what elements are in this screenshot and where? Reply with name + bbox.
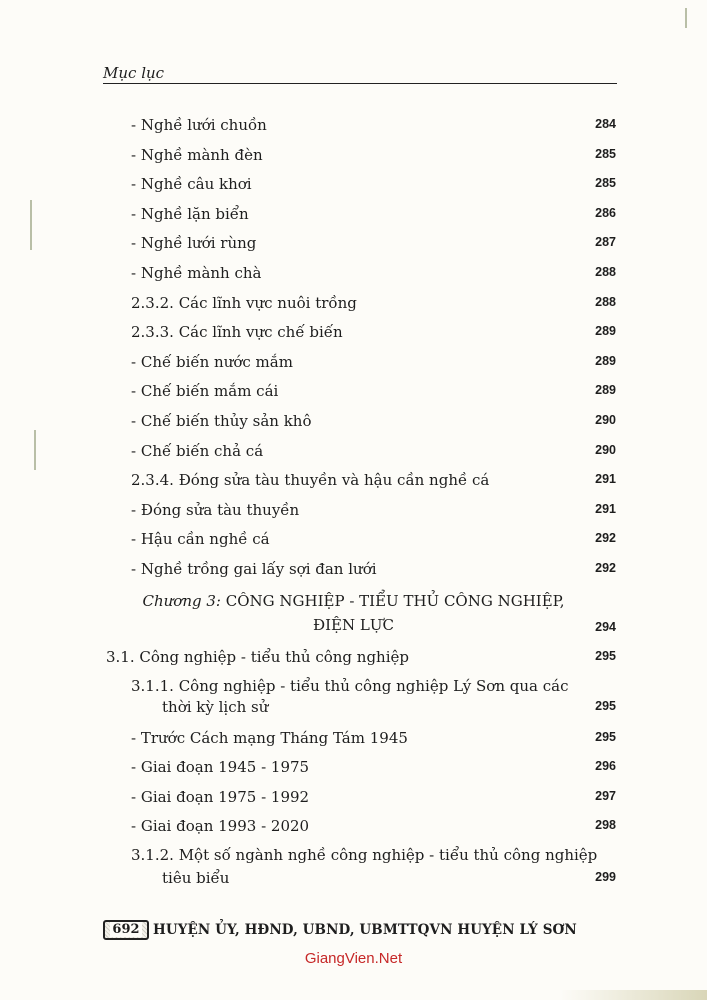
toc-entry-page: 289 bbox=[595, 324, 616, 338]
toc-entry-page: 292 bbox=[595, 531, 616, 545]
toc-entry bbox=[0, 471, 707, 493]
toc-entry-continued bbox=[0, 698, 707, 720]
toc-entry-page: 299 bbox=[595, 870, 616, 884]
toc-entry-title: 2.3.3. Các lĩnh vực chế biến bbox=[131, 323, 343, 341]
toc-entry-title: - Chế biến mắm cái bbox=[131, 382, 279, 400]
toc-entry-page: 295 bbox=[595, 649, 616, 663]
toc-entry bbox=[0, 758, 707, 780]
toc-entry bbox=[0, 729, 707, 751]
toc-entry-title: - Giai đoạn 1993 - 2020 bbox=[131, 817, 310, 835]
toc-entry-page: 288 bbox=[595, 265, 616, 279]
toc-entry-title: - Nghề mành đèn bbox=[131, 146, 263, 164]
toc-entry-title: - Chế biến thủy sản khô bbox=[131, 412, 312, 430]
toc-entry-page: 287 bbox=[595, 235, 616, 249]
toc-entry bbox=[0, 501, 707, 523]
toc-entry-title: 2.3.2. Các lĩnh vực nuôi trồng bbox=[131, 294, 357, 312]
toc-entry-page: 285 bbox=[595, 176, 616, 190]
toc-entry-page: 284 bbox=[595, 117, 616, 131]
toc-entry bbox=[0, 788, 707, 810]
toc-entry-title: 2.3.4. Đóng sửa tàu thuyền và hậu cần nghề cá bbox=[131, 471, 490, 489]
toc-entry-title: - Nghề trồng gai lấy sợi đan lưới bbox=[131, 560, 377, 578]
chapter-title-line1: CÔNG NGHIỆP - TIỂU THỦ CÔNG NGHIỆP, bbox=[225, 592, 565, 610]
toc-entry-title: - Chế biến nước mắm bbox=[131, 353, 293, 371]
toc-entry bbox=[0, 442, 707, 464]
toc-entry bbox=[0, 323, 707, 345]
chapter-label: Chương 3: bbox=[142, 592, 221, 610]
toc-entry bbox=[0, 817, 707, 839]
toc-entry-title: - Nghề lưới chuồn bbox=[131, 116, 267, 134]
toc-entry-title-line2: tiêu biểu bbox=[162, 869, 230, 887]
toc-entry bbox=[0, 382, 707, 404]
toc-entry bbox=[0, 530, 707, 552]
toc-entry-title: - Hậu cần nghề cá bbox=[131, 530, 270, 548]
toc-entry-page: 286 bbox=[595, 206, 616, 220]
toc-entry-page: 296 bbox=[595, 759, 616, 773]
toc-entry-title: - Nghề câu khơi bbox=[131, 175, 252, 193]
header-rule bbox=[103, 83, 617, 84]
toc-entry bbox=[0, 846, 707, 868]
toc-entry bbox=[0, 234, 707, 256]
toc-entry-page: 298 bbox=[595, 818, 616, 832]
toc-entry-title: - Đóng sửa tàu thuyền bbox=[131, 501, 300, 519]
page-number: 692 bbox=[112, 922, 140, 937]
toc-entry-page: 297 bbox=[595, 789, 616, 803]
toc-entry-page: 292 bbox=[595, 561, 616, 575]
toc-entry-page: 285 bbox=[595, 147, 616, 161]
toc-entry-title: - Nghề lưới rùng bbox=[131, 234, 257, 252]
toc-entry-page: 289 bbox=[595, 354, 616, 368]
toc-entry bbox=[0, 648, 707, 670]
toc-entry bbox=[0, 677, 707, 699]
toc-entry bbox=[0, 264, 707, 286]
toc-entry-page: 290 bbox=[595, 413, 616, 427]
toc-entry-title: 3.1. Công nghiệp - tiểu thủ công nghiệp bbox=[106, 648, 409, 666]
toc-entry-page: 288 bbox=[595, 295, 616, 309]
toc-entry-page: 290 bbox=[595, 443, 616, 457]
toc-entry-page: 291 bbox=[595, 502, 616, 516]
toc-entry-title: - Giai đoạn 1945 - 1975 bbox=[131, 758, 310, 776]
toc-entry-title: - Nghề mành chà bbox=[131, 264, 262, 282]
chapter-page-row bbox=[0, 619, 707, 641]
toc-entry-page: 295 bbox=[595, 730, 616, 744]
toc-entry bbox=[0, 175, 707, 197]
toc-entry-title: - Nghề lặn biển bbox=[131, 205, 249, 223]
scan-artifact bbox=[685, 8, 687, 28]
toc-entry bbox=[0, 294, 707, 316]
toc-entry-page: 289 bbox=[595, 383, 616, 397]
toc-entry bbox=[0, 412, 707, 434]
toc-entry-page: 295 bbox=[595, 699, 616, 713]
chapter-heading bbox=[0, 592, 707, 610]
toc-entry bbox=[0, 205, 707, 227]
chapter-page: 294 bbox=[595, 620, 616, 634]
page-footer bbox=[103, 919, 577, 941]
toc-entry bbox=[0, 116, 707, 138]
toc-entry-title: 3.1.2. Một số ngành nghề công nghiệp - tiểu thủ công nghiệp bbox=[131, 846, 598, 864]
publisher-line: HUYỆN ỦY, HĐND, UBND, UBMTTQVN HUYỆN LÝ SƠN bbox=[153, 922, 577, 938]
watermark: GiangVien.Net bbox=[304, 950, 403, 967]
toc-entry bbox=[0, 146, 707, 168]
toc-entry bbox=[0, 353, 707, 375]
toc-entry-title: - Trước Cách mạng Tháng Tám 1945 bbox=[131, 729, 408, 747]
running-title: Mục lục bbox=[103, 64, 165, 82]
chapter-title-line2: ĐIỆN LỰC bbox=[313, 616, 394, 634]
toc-entry-title: - Chế biến chả cá bbox=[131, 442, 264, 460]
toc-entry-page: 291 bbox=[595, 472, 616, 486]
toc-entry bbox=[0, 560, 707, 582]
scan-edge bbox=[560, 990, 707, 1000]
page-number-box bbox=[103, 920, 149, 940]
toc-entry-title: 3.1.1. Công nghiệp - tiểu thủ công nghiệp Lý Sơn qua các bbox=[131, 677, 569, 695]
toc-entry-title: - Giai đoạn 1975 - 1992 bbox=[131, 788, 310, 806]
toc-entry-title-line2: thời kỳ lịch sử bbox=[162, 698, 269, 716]
toc-entry-continued bbox=[0, 869, 707, 891]
